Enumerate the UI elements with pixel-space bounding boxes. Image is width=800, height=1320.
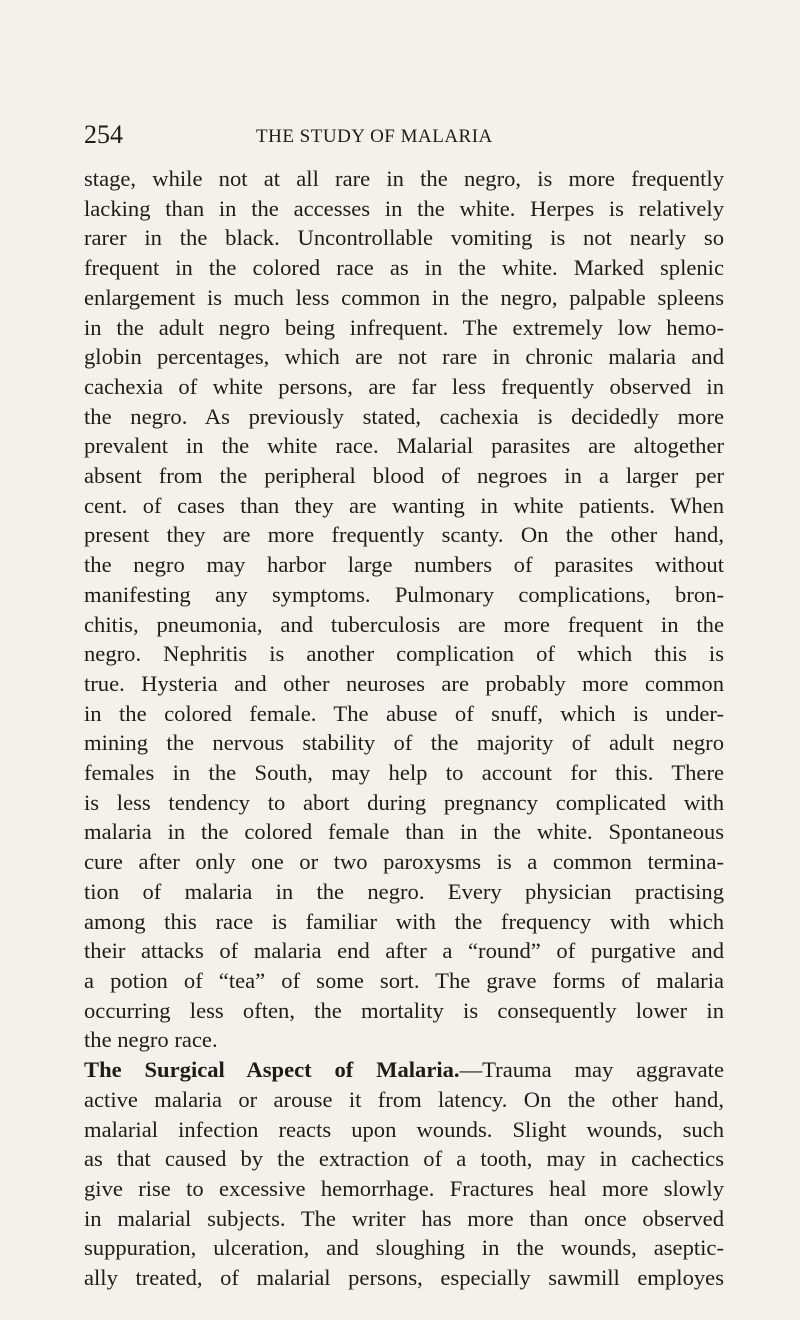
page-header: [84, 120, 724, 150]
text-line: chitis, pneumonia, and tuberculosis are more frequent in the: [84, 611, 724, 637]
text-line: occurring less often, the mortality is consequently lower in: [84, 997, 724, 1023]
text-line: present they are more frequently scanty. On the other hand,: [84, 522, 724, 548]
text-line: frequent in the colored race as in the white. Marked splenic: [84, 255, 724, 281]
text-line: tion of malaria in the negro. Every physician practising: [84, 878, 724, 904]
text-line: the negro race.: [84, 1027, 218, 1053]
text-line: give rise to excessive hemorrhage. Fractures heal more slowly: [84, 1175, 724, 1201]
text-line: cachexia of white persons, are far less frequently observed in: [84, 373, 724, 399]
text-line: malaria in the colored female than in the white. Spontaneous: [84, 819, 724, 845]
section-first-line-text: —Trauma may aggravate: [459, 1057, 724, 1083]
text-line: as that caused by the extraction of a tooth, may in cachectics: [84, 1146, 724, 1172]
text-line: their attacks of malaria end after a “round” of purgative and: [84, 938, 724, 964]
text-line: suppuration, ulceration, and sloughing in the wounds, aseptic-: [84, 1235, 724, 1261]
text-line: is less tendency to abort during pregnancy complicated with: [84, 789, 724, 815]
text-line: negro. Nephritis is another complication of which this is: [84, 641, 724, 667]
text-line: among this race is familiar with the frequency with which: [84, 908, 724, 934]
text-line: lacking than in the accesses in the white. Herpes is relatively: [84, 195, 724, 221]
text-line: absent from the peripheral blood of negroes in a larger per: [84, 463, 724, 489]
text-line: prevalent in the white race. Malarial parasites are altogether: [84, 433, 724, 459]
text-line: the negro. As previously stated, cachexia is decidedly more: [84, 403, 724, 429]
text-line: cent. of cases than they are wanting in white patients. When: [84, 492, 724, 518]
section-first-line: [84, 1055, 724, 1085]
text-line: manifesting any symptoms. Pulmonary complications, bron-: [84, 581, 724, 607]
text-line: globin percentages, which are not rare in chronic malaria and: [84, 344, 724, 370]
text-line: malarial infection reacts upon wounds. Slight wounds, such: [84, 1116, 724, 1142]
text-line: in malarial subjects. The writer has more than once observed: [84, 1205, 724, 1231]
text-line: true. Hysteria and other neuroses are probably more common: [84, 670, 724, 696]
text-line: females in the South, may help to account for this. There: [84, 760, 724, 786]
text-line: in the adult negro being infrequent. The extremely low hemo-: [84, 314, 724, 340]
text-line: stage, while not at all rare in the negro, is more frequently: [84, 166, 724, 191]
page-number: 254: [84, 120, 123, 149]
text-line: cure after only one or two paroxysms is a common termina-: [84, 849, 724, 875]
text-line: enlargement is much less common in the negro, palpable spleens: [84, 284, 724, 310]
text-line: mining the nervous stability of the majority of adult negro: [84, 730, 724, 756]
text-line: a potion of “tea” of some sort. The grave forms of malaria: [84, 967, 724, 993]
section-heading: The Surgical Aspect of Malaria.: [84, 1057, 460, 1083]
text-line: active malaria or arouse it from latency. On the other hand,: [84, 1086, 724, 1112]
text-line: in the colored female. The abuse of snuff, which is under-: [84, 700, 724, 726]
text-line: ally treated, of malarial persons, especially sawmill employes: [84, 1265, 724, 1291]
running-head: THE STUDY OF MALARIA: [256, 126, 493, 147]
text-line: rarer in the black. Uncontrollable vomiting is not nearly so: [84, 225, 724, 251]
text-line: the negro may harbor large numbers of parasites without: [84, 552, 724, 578]
body-text: [84, 164, 724, 1293]
